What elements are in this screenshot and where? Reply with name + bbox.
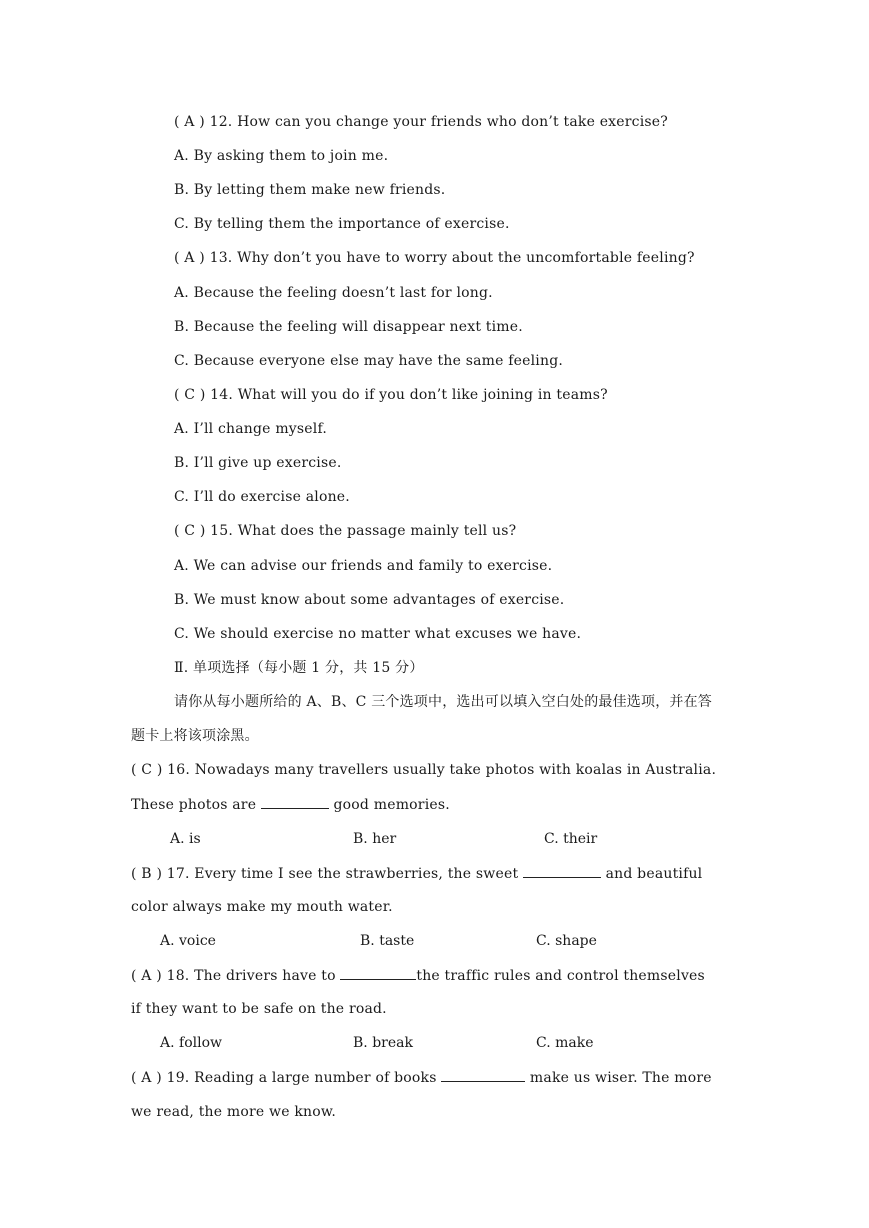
- section-2-instruction-line1: 请你从每小题所给的 A、B、C 三个选项中，选出可以填入空白处的最佳选项，并在答: [174, 694, 713, 710]
- question-17-line1: [131, 863, 702, 884]
- section-2-heading: Ⅱ. 单项选择（每小题 1 分，共 15 分）: [174, 660, 424, 676]
- answer-blank: [261, 794, 329, 809]
- question-15-option-c: C. We should exercise no matter what excuses we have.: [174, 626, 582, 642]
- question-17-text-after: and beautiful: [605, 866, 703, 882]
- question-16-option-a: A. is: [170, 831, 201, 847]
- question-19-line2: we read, the more we know.: [131, 1104, 337, 1120]
- question-17-option-b: B. taste: [360, 933, 415, 949]
- section-2-instruction-line2: 题卡上将该项涂黑。: [131, 728, 259, 744]
- question-19-text-before: ( A ) 19. Reading a large number of books: [131, 1070, 437, 1086]
- question-15-option-b: B. We must know about some advantages of exercise.: [174, 592, 565, 608]
- question-19-line1: [131, 1067, 712, 1088]
- question-12-option-b: B. By letting them make new friends.: [174, 182, 446, 198]
- question-12-option-c: C. By telling them the importance of exercise.: [174, 216, 510, 232]
- answer-blank: [441, 1067, 525, 1082]
- question-13-stem: ( A ) 13. Why don’t you have to worry about the uncomfortable feeling?: [174, 250, 695, 266]
- question-12-stem: ( A ) 12. How can you change your friends who don’t take exercise?: [174, 114, 668, 130]
- question-13-option-a: A. Because the feeling doesn’t last for long.: [174, 285, 493, 301]
- question-16-option-c: C. their: [544, 831, 598, 847]
- question-15-stem: ( C ) 15. What does the passage mainly tell us?: [174, 523, 517, 539]
- question-17-text-before: ( B ) 17. Every time I see the strawberries, the sweet: [131, 866, 519, 882]
- question-12-option-a: A. By asking them to join me.: [174, 148, 389, 164]
- question-17-line2: color always make my mouth water.: [131, 899, 393, 915]
- question-17-option-c: C. shape: [536, 933, 597, 949]
- question-17-option-a: A. voice: [160, 933, 216, 949]
- question-14-option-a: A. I’ll change myself.: [174, 421, 327, 437]
- question-18-text-after: the traffic rules and control themselves: [416, 968, 705, 984]
- answer-blank: [523, 863, 601, 878]
- question-18-line1: [131, 965, 705, 986]
- question-18-option-a: A. follow: [160, 1035, 222, 1051]
- question-19-text-after: make us wiser. The more: [529, 1070, 712, 1086]
- question-16-text-after: good memories.: [333, 797, 450, 813]
- question-14-option-b: B. I’ll give up exercise.: [174, 455, 342, 471]
- question-13-option-c: C. Because everyone else may have the same feeling.: [174, 353, 563, 369]
- question-18-line2: if they want to be safe on the road.: [131, 1001, 387, 1017]
- question-16-option-b: B. her: [353, 831, 397, 847]
- question-14-option-c: C. I’ll do exercise alone.: [174, 489, 350, 505]
- answer-blank: [340, 965, 416, 980]
- question-18-option-c: C. make: [536, 1035, 594, 1051]
- question-13-option-b: B. Because the feeling will disappear next time.: [174, 319, 523, 335]
- question-15-option-a: A. We can advise our friends and family to exercise.: [174, 558, 553, 574]
- question-14-stem: ( C ) 14. What will you do if you don’t like joining in teams?: [174, 387, 608, 403]
- question-18-text-before: ( A ) 18. The drivers have to: [131, 968, 336, 984]
- question-18-option-b: B. break: [353, 1035, 413, 1051]
- question-16-line2: [131, 794, 450, 815]
- question-16-line1: ( C ) 16. Nowadays many travellers usually take photos with koalas in Australia.: [131, 762, 717, 778]
- question-16-text-before: These photos are: [131, 797, 257, 813]
